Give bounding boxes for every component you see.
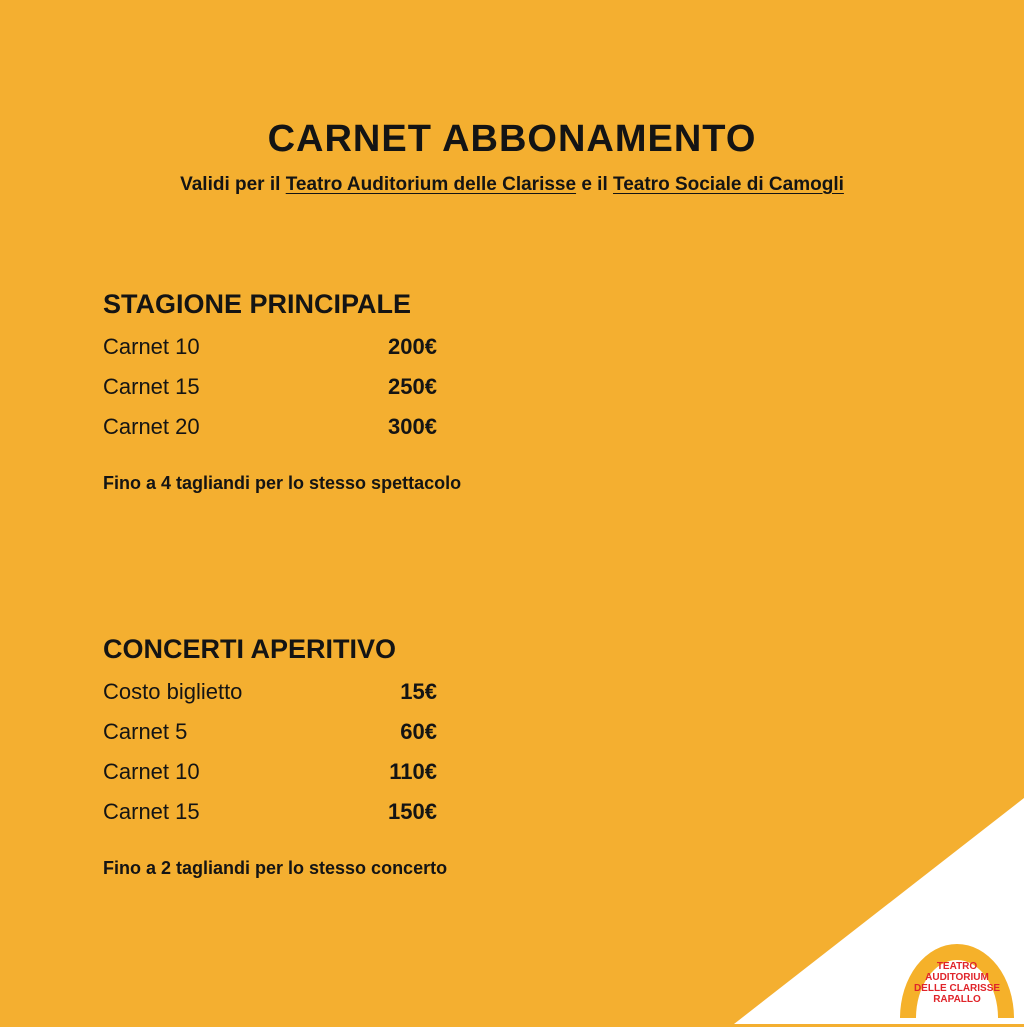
price-row-label: Costo biglietto (103, 679, 243, 704)
price-row-value: 110€ (389, 759, 437, 784)
price-row-value: 250€ (388, 374, 437, 399)
price-row-label: Carnet 10 (103, 334, 200, 359)
price-row (103, 752, 523, 792)
price-row-label: Carnet 5 (103, 719, 188, 744)
logo-line: DELLE CLARISSE (913, 983, 1001, 994)
section-title: STAGIONE PRINCIPALE (103, 289, 412, 319)
section-note: Fino a 2 tagliandi per lo stesso concerto (103, 858, 448, 878)
logo-text (894, 961, 1020, 1005)
price-row-value: 300€ (388, 414, 437, 439)
section-note: Fino a 4 tagliandi per lo stesso spettacolo (103, 473, 462, 493)
price-row-value: 60€ (400, 719, 437, 744)
logo-line: TEATRO (936, 961, 978, 972)
price-row (103, 367, 523, 407)
logo-line: AUDITORIUM (925, 972, 989, 983)
subtitle-middle: e il (576, 174, 614, 195)
section-title: CONCERTI APERITIVO (103, 634, 397, 664)
venue-link-camogli[interactable]: Teatro Sociale di Camogli (613, 174, 844, 195)
price-row (103, 672, 523, 712)
section-concerti-aperitivo (103, 632, 523, 878)
price-row-label: Carnet 15 (103, 799, 200, 824)
price-row-value: 200€ (388, 334, 437, 359)
price-row (103, 792, 523, 832)
section-stagione-principale (103, 287, 523, 493)
theatre-logo (894, 914, 1020, 1022)
price-row-label: Carnet 20 (103, 414, 200, 439)
price-row-value: 15€ (400, 679, 437, 704)
page-subtitle (0, 174, 1024, 196)
venue-link-clarisse[interactable]: Teatro Auditorium delle Clarisse (285, 174, 577, 195)
price-row-label: Carnet 10 (103, 759, 200, 784)
logo-line: RAPALLO (933, 994, 981, 1005)
page-title: CARNET ABBONAMENTO (267, 118, 757, 160)
subtitle-prefix: Validi per il (180, 174, 286, 195)
price-row (103, 407, 523, 447)
price-row (103, 712, 523, 752)
price-row-label: Carnet 15 (103, 374, 200, 399)
price-row-value: 150€ (388, 799, 437, 824)
price-row (103, 327, 523, 367)
